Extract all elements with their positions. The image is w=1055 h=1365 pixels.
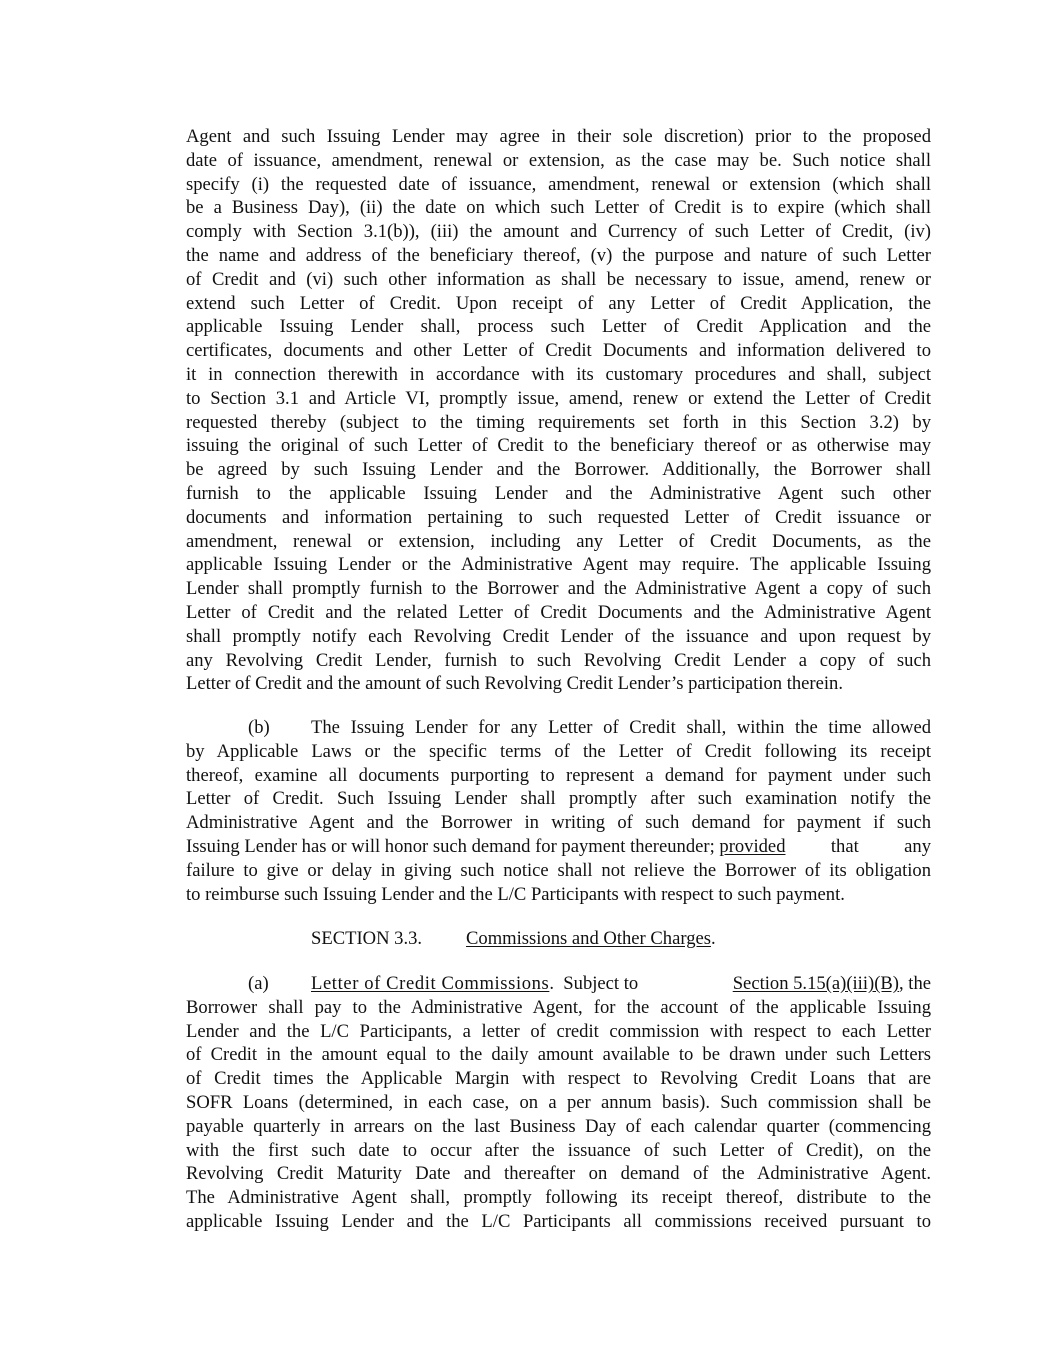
text-line: Borrower shall pay to the Administrative Agent, for the account of the applicable Issuing (186, 996, 931, 1018)
text-line: to Section 3.1 and Article VI, promptly issue, amend, renew or extend the Letter of Credit (186, 387, 931, 409)
text-line: failure to give or delay in giving such notice shall not relieve the Borrower of its obligation (186, 859, 931, 881)
text-line: Lender shall promptly furnish to the Borrower and the Administrative Agent a copy of such (186, 578, 931, 600)
text-line (186, 716, 931, 740)
text-line: of Credit in the amount equal to the daily amount available to be drawn under such Letters (186, 1044, 931, 1066)
text-line: applicable Issuing Lender shall, process such Letter of Credit Application and the (186, 316, 931, 338)
text-line: be a Business Day), (ii) the date on which such Letter of Credit is to expire (which shall (186, 197, 931, 219)
paragraph-b (186, 716, 931, 906)
text-line: thereof, examine all documents purporting to represent a demand for payment under such (186, 764, 931, 786)
text-line: Agent and such Issuing Lender may agree in their sole discretion) prior to the proposed (186, 126, 931, 147)
text-segment: Issuing Lender has or will honor such demand for payment thereunder; (186, 835, 720, 857)
text-line: date of issuance, amendment, renewal or extension, as the case may be. Such notice shall (186, 149, 931, 171)
provided-term: provided (719, 835, 786, 857)
text-line: applicable Issuing Lender or the Administrative Agent may require. The applicable Issuing (186, 554, 931, 576)
section-title: Commissions and Other Charges (466, 928, 711, 949)
section-reference: Section 5.15(a)(iii)(B) (732, 973, 899, 994)
text-line: certificates, documents and other Letter of Credit Documents and information delivered to (186, 340, 931, 362)
paragraph-caption: Letter of Credit Commissions (311, 973, 550, 994)
section-heading (311, 927, 716, 951)
text-line: by Applicable Laws or the specific terms of the Letter of Credit following its receipt (186, 740, 931, 762)
text-line: Administrative Agent and the Borrower in writing of such demand for payment if such (186, 812, 931, 834)
text-line: documents and information pertaining to such requested Letter of Credit issuance or (186, 506, 931, 528)
text-line: be agreed by such Issuing Lender and the Borrower. Additionally, the Borrower shall (186, 459, 931, 481)
paragraph-label: (a) (248, 973, 269, 994)
text-line: Letter of Credit and the amount of such Revolving Credit Lender’s participation therein. (186, 673, 843, 695)
text-line: The Administrative Agent shall, promptly following its receipt thereof, distribute to the (186, 1187, 931, 1209)
text-line: SOFR Loans (determined, in each case, on a per annum basis). Such commission shall be (186, 1091, 931, 1113)
text-line: requested thereby (subject to the timing requirements set forth in this Section 3.2) by (186, 411, 931, 433)
text-line (186, 835, 931, 859)
paragraph-a (186, 972, 931, 1234)
paragraph-first-line: The Issuing Lender for any Letter of Credit shall, within the time allowed (311, 717, 931, 738)
text-line: specify (i) the requested date of issuance, amendment, renewal or extension (which shall (186, 173, 931, 195)
text-segment: . Subject to (549, 973, 643, 994)
text-segment: that any (785, 835, 931, 857)
paragraph-label: (b) (248, 717, 270, 738)
text-line: Revolving Credit Maturity Date and thereafter on demand of the Administrative Agent. (186, 1163, 931, 1185)
text-line: to reimburse such Issuing Lender and the L/C Participants with respect to such payment. (186, 883, 845, 905)
text-line: shall promptly notify each Revolving Credit Lender of the issuance and upon request by (186, 625, 931, 647)
text-line: Letter of Credit and the related Letter of Credit Documents and the Administrative Agent (186, 601, 931, 623)
text-line: comply with Section 3.1(b)), (iii) the amount and Currency of such Letter of Credit, (iv) (186, 221, 931, 243)
text-line: payable quarterly in arrears on the last Business Day of each calendar quarter (commencing (186, 1115, 931, 1137)
text-line: with the first such date to occur after the issuance of such Letter of Credit), on the (186, 1139, 931, 1161)
text-line (186, 972, 931, 996)
text-line: amendment, renewal or extension, including any Letter of Credit Documents, as the (186, 530, 931, 552)
text-segment: , the (898, 973, 931, 994)
text-line: of Credit and (vi) such other information as shall be necessary to issue, amend, renew or (186, 268, 931, 290)
text-line: applicable Issuing Lender and the L/C Participants all commissions received pursuant to (186, 1210, 931, 1232)
section-title-suffix: . (710, 928, 716, 949)
spacer (643, 972, 733, 996)
text-line: it in connection therewith in accordance with its customary procedures and shall, subject (186, 363, 931, 385)
text-line: extend such Letter of Credit. Upon receipt of any Letter of Credit Application, the (186, 292, 931, 314)
text-line: Lender and the L/C Participants, a letter of credit commission with respect to each Letter (186, 1020, 931, 1042)
paragraph-continuation (186, 125, 931, 696)
text-line: issuing the original of such Letter of Credit to the beneficiary thereof or as otherwise may (186, 435, 931, 457)
text-line: any Revolving Credit Lender, furnish to such Revolving Credit Lender a copy of such (186, 649, 931, 671)
text-line: furnish to the applicable Issuing Lender and the Administrative Agent such other (186, 482, 931, 504)
text-line: Letter of Credit. Such Issuing Lender shall promptly after such examination notify the (186, 788, 931, 810)
text-line: the name and address of the beneficiary thereof, (v) the purpose and nature of such Letter (186, 244, 931, 266)
text-line: of Credit times the Applicable Margin with respect to Revolving Credit Loans that are (186, 1068, 931, 1090)
section-number: SECTION 3.3. (311, 928, 423, 949)
